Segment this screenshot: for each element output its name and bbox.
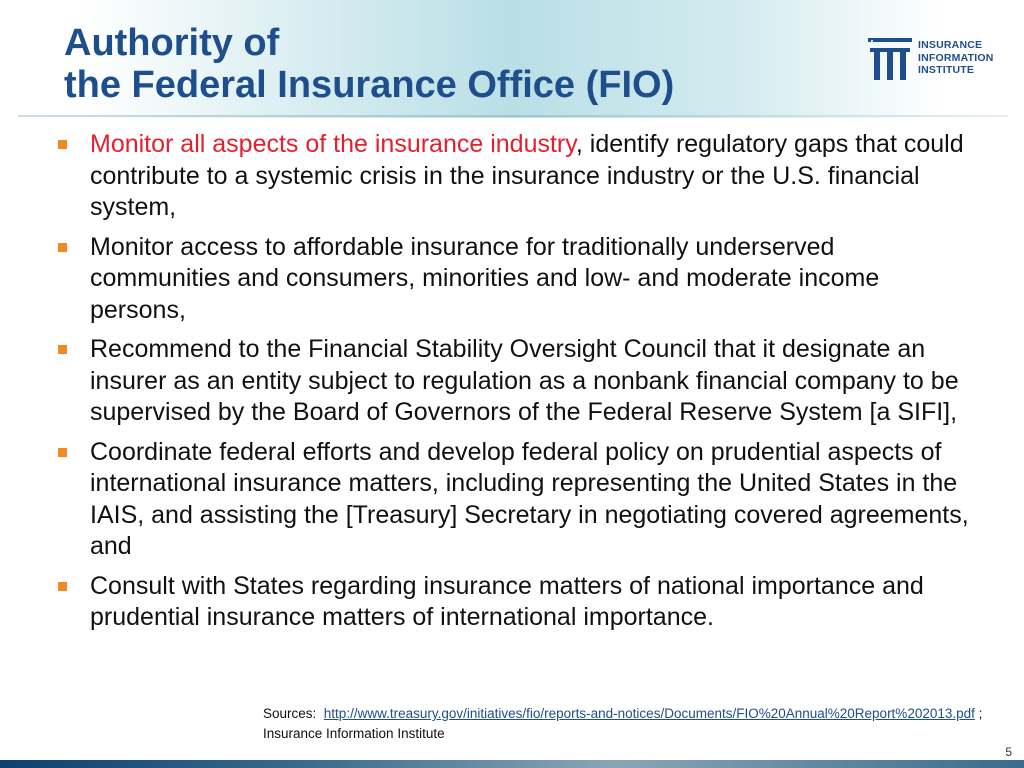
list-item (58, 334, 978, 429)
iii-logo-icon (868, 38, 912, 80)
list-item (58, 129, 978, 224)
bullet-text: Coordinate federal efforts and develop federal policy on prudential aspects of international insurance matters, including representing the United States in the IAIS, and assisting the [Treasury] Secretary in negotiating covered agreements, and (90, 437, 969, 560)
page-number: 5 (1005, 745, 1012, 759)
sources-label: Sources: (263, 706, 317, 721)
title-line-1: Authority of (64, 22, 280, 64)
list-item (58, 571, 978, 634)
sources-suffix: ; Insurance Information Institute (263, 706, 983, 741)
square-bullet-icon (58, 345, 67, 354)
bullet-text: , identify regulatory gaps that could contribute to a systemic crisis in the insurance industry or the U.S. financial system, (90, 130, 964, 221)
square-bullet-icon (58, 140, 67, 149)
iii-logo-wordmark: INSURANCE INFORMATION INSTITUTE (918, 39, 994, 76)
list-item (58, 437, 978, 563)
highlighted-text: Monitor all aspects of the insurance industry (90, 130, 576, 158)
bullet-list (58, 129, 978, 642)
square-bullet-icon (58, 582, 67, 591)
list-item (58, 232, 978, 327)
footer-bar (0, 760, 1024, 768)
header-divider (18, 115, 1008, 117)
sources-note (263, 704, 983, 744)
bullet-text: Consult with States regarding insurance matters of national importance and prudential insurance matters of international importance. (90, 571, 924, 631)
iii-logo (868, 38, 1013, 80)
square-bullet-icon (58, 243, 67, 252)
bullet-text: Recommend to the Financial Stability Oversight Council that it designate an insurer as an entity subject to regulation as a nonbank financial company to be supervised by the Board of Governors of the Federal Reserve System [a SIFI], (90, 335, 959, 426)
sources-link[interactable]: http://www.treasury.gov/initiatives/fio/reports-and-notices/Documents/FIO%20Annual%20Report%202013.pdf (323, 706, 975, 721)
slide-title (64, 22, 674, 106)
square-bullet-icon (58, 448, 67, 457)
bullet-text: Monitor access to affordable insurance for traditionally underserved communities and consumers, minorities and low- and moderate income persons, (90, 232, 880, 324)
title-line-2: the Federal Insurance Office (FIO) (64, 64, 675, 106)
